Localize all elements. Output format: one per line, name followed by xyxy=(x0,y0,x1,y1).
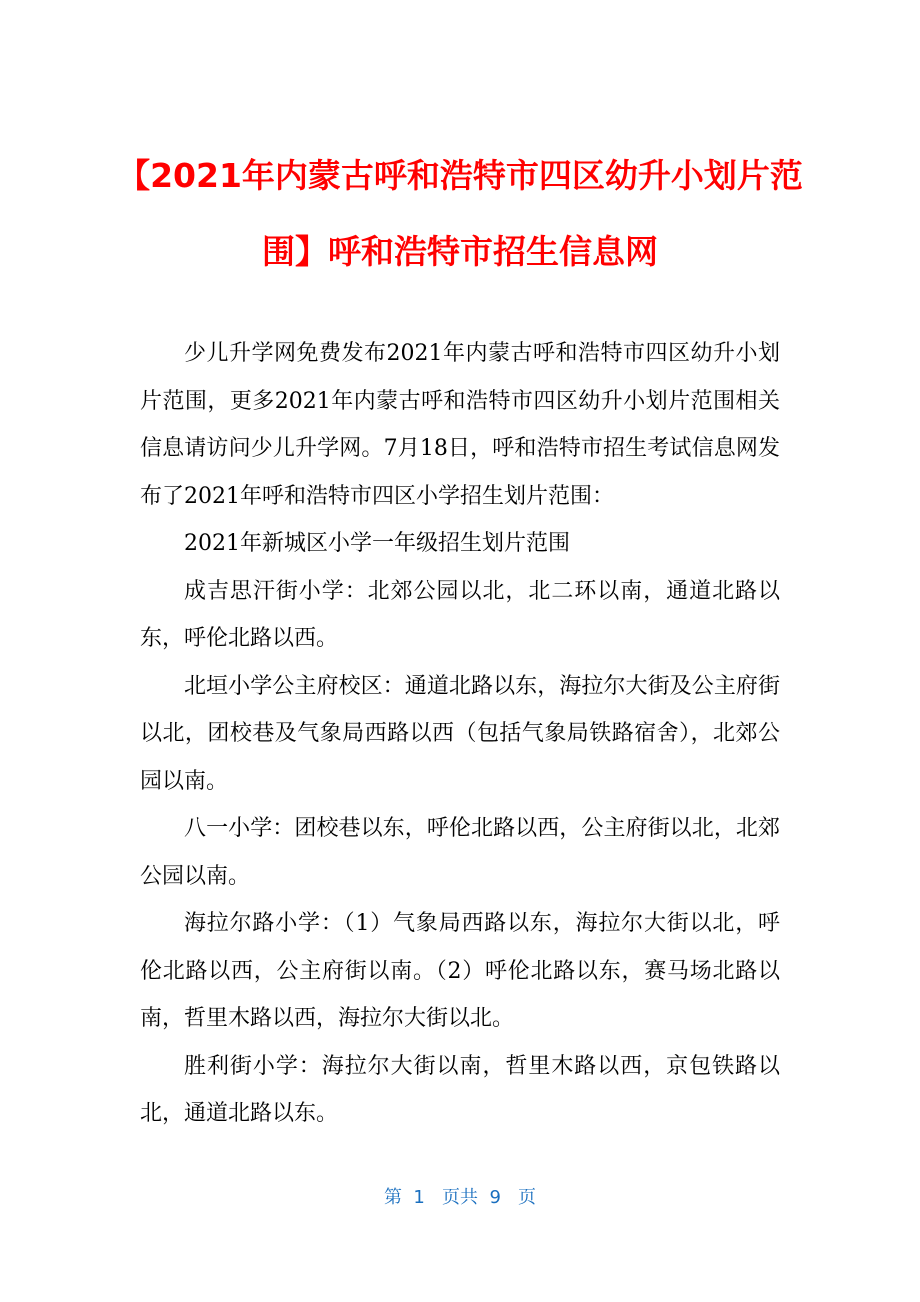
page-footer: 第 1 页共 9 页 xyxy=(383,1187,537,1208)
paragraph-hailaer-school: 海拉尔路小学：（1）气象局西路以东，海拉尔大街以北，呼伦北路以西，公主府街以南。（2）呼伦北路以东，赛马场北路以南，哲里木路以西，海拉尔大街以北。 xyxy=(140,911,780,1031)
document-title: 【2021年内蒙古呼和浩特市四区幼升小划片范围】呼和浩特市招生信息网 xyxy=(117,156,803,271)
paragraph-intro: 少儿升学网免费发布2021年内蒙古呼和浩特市四区幼升小划片范围，更多2021年内蒙古呼和浩特市四区幼升小划片范围相关信息请访问少儿升学网。7月18日，呼和浩特市招生考试信息网发布了2021年呼和浩特市四区小学招生划片范围： xyxy=(140,341,780,509)
paragraph-chengjisihan-school: 成吉思汗街小学：北郊公园以北，北二环以南，通道北路以东，呼伦北路以西。 xyxy=(140,578,780,651)
paragraph-bayi-school: 八一小学：团校巷以东，呼伦北路以西，公主府街以北，北郊公园以南。 xyxy=(140,816,780,889)
paragraph-section-heading: 2021年新城区小学一年级招生划片范围 xyxy=(184,531,570,556)
document-body xyxy=(140,330,780,1138)
paragraph-beiyuan-school: 北垣小学公主府校区：通道北路以东，海拉尔大街及公主府街以北，团校巷及气象局西路以西（包括气象局铁路宿舍），北郊公园以南。 xyxy=(140,673,780,794)
paragraph-shengli-school: 胜利街小学：海拉尔大街以南，哲里木路以西，京包铁路以北，通道北路以东。 xyxy=(140,1053,780,1126)
